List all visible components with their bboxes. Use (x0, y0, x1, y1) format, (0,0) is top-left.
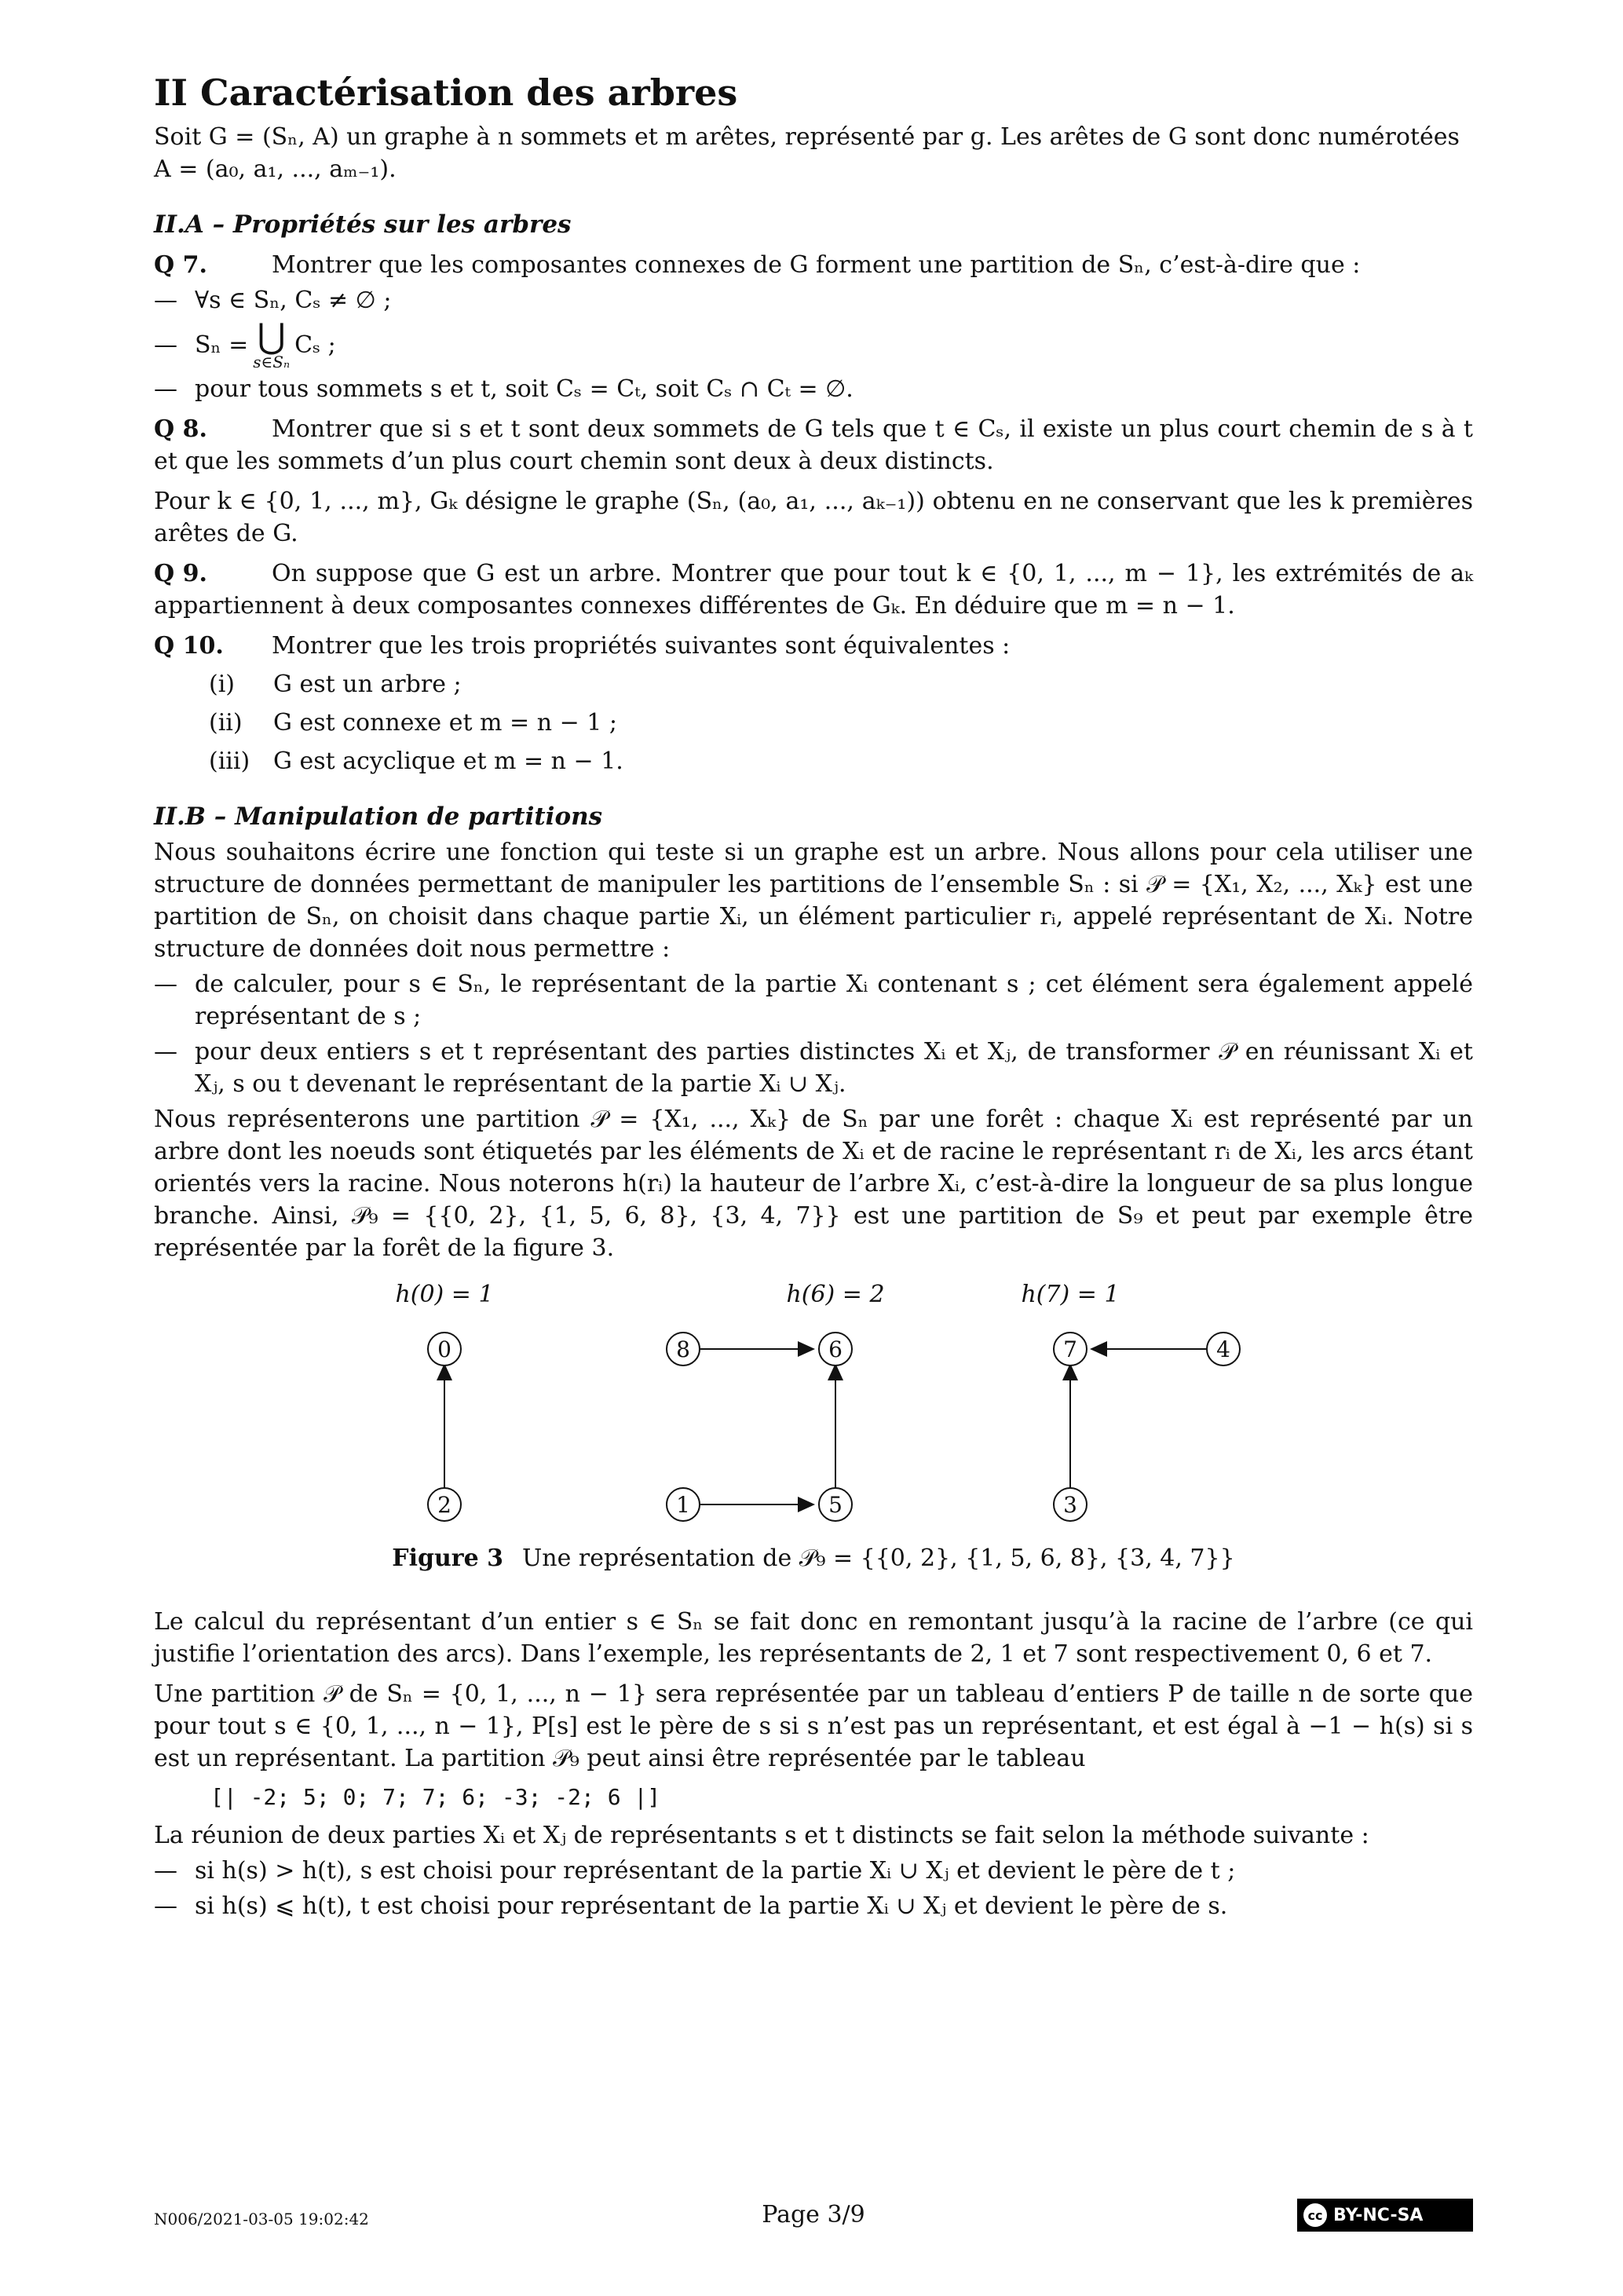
figure-caption (154, 1542, 1473, 1574)
forest-paragraph: Nous représenterons une partition 𝒫 = {X₁, ..., Xₖ} de Sₙ par une forêt : chaque Xᵢ est représenté par un arbre dont les noeuds sont étiquetés par les éléments de Xᵢ et de racine le représentant rᵢ de Xᵢ, les arcs étant orientés vers la racine. Nous noterons h(rᵢ) la hauteur de l’arbre Xᵢ, c’est-à-dire la longueur de sa plus longue branche. Ainsi, 𝒫₉ = {{0, 2}, {1, 5, 6, 8}, {3, 4, 7}} est une partition de S₉ et peut par exemple être représentée par la forêt de la figure 3. (154, 1106, 1473, 1262)
list-item: — si h(s) ⩽ h(t), t est choisi pour représentant de la partie Xᵢ ∪ Xⱼ et devient le père de s. (154, 1892, 1228, 1920)
height-label: h(6) = 2 (786, 1281, 885, 1308)
node-label: 1 (676, 1492, 690, 1518)
subsection-title-b: II.B – Manipulation de partitions (154, 803, 603, 831)
question-label: Q 9. (154, 560, 207, 587)
question-7 (154, 249, 1473, 281)
enum-item: (iii) G est acyclique et m = n − 1. (209, 748, 623, 775)
page-number: Page 3/9 (762, 2201, 865, 2228)
union-symbol: ⋃ s∈Sₙ (253, 316, 291, 371)
question-label: Q 8. (154, 415, 207, 443)
list-item: — de calculer, pour s ∈ Sₙ, le représentant de la partie Xᵢ contenant s ; cet élément sera également appelé représentant de s ; (154, 971, 1473, 1030)
question-text: Montrer que si s et t sont deux sommets de G tels que t ∈ Cₛ, il existe un plus court chemin de s à t et que les sommets d’un plus court chemin sont deux à deux distincts. (154, 415, 1473, 475)
union-paragraph: La réunion de deux parties Xᵢ et Xⱼ de représentants s et t distincts se fait selon la méthode suivante : (154, 1822, 1369, 1849)
license-badge: cc BY-NC-SA (1297, 2199, 1473, 2232)
list-item: — si h(s) > h(t), s est choisi pour représentant de la partie Xᵢ ∪ Xⱼ et devient le père de t ; (154, 1857, 1236, 1885)
node-label: 5 (828, 1492, 843, 1518)
enum-item: (ii) G est connexe et m = n − 1 ; (209, 709, 617, 737)
question-text: On suppose que G est un arbre. Montrer que pour tout k ∈ {0, 1, ..., m − 1}, les extrémités de aₖ appartiennent à deux composantes connexes différentes de Gₖ. En déduire que m = n − 1. (154, 560, 1473, 620)
height-label: h(0) = 1 (395, 1281, 494, 1308)
node-label: 8 (676, 1336, 690, 1362)
caption-text: Une représentation de 𝒫₉ = {{0, 2}, {1, 5, 6, 8}, {3, 4, 7}} (522, 1545, 1235, 1572)
node-label: 0 (437, 1336, 451, 1362)
question-9 (154, 558, 1473, 622)
list-item: — pour tous sommets s et t, soit Cₛ = Cₜ, soit Cₛ ∩ Cₜ = ∅. (154, 375, 854, 403)
partition-intro: Nous souhaitons écrire une fonction qui teste si un graphe est un arbre. Nous allons pour cela utiliser une structure de données permettant de manipuler les partitions de l’ensemble Sₙ : si 𝒫 = {X₁, X₂, ..., Xₖ} est une partition de Sₙ, on choisit dans chaque partie Xᵢ, un élément particulier rᵢ, appelé représentant de Xᵢ. Notre structure de données doit nous permettre : (154, 839, 1473, 963)
node-label: 4 (1216, 1336, 1230, 1362)
forest-diagram (154, 1280, 1473, 1539)
enum-item: (i) G est un arbre ; (209, 671, 462, 698)
code-array: [| -2; 5; 0; 7; 7; 6; -3; -2; 6 |] (210, 1784, 661, 1810)
section-title: II Caractérisation des arbres (154, 71, 738, 114)
question-8 (154, 413, 1473, 477)
question-text: Montrer que les trois propriétés suivantes sont équivalentes : (272, 632, 1011, 660)
list-item: — pour deux entiers s et t représentant des parties distinctes Xᵢ et Xⱼ, de transformer 𝒫 en réunissant Xᵢ et Xⱼ, s ou t devenant le représentant de la partie Xᵢ ∪ Xⱼ. (154, 1038, 1473, 1098)
intro-line-2: A = (a₀, a₁, ..., aₘ₋₁). (154, 155, 397, 183)
array-paragraph: Une partition 𝒫 de Sₙ = {0, 1, ..., n − 1} sera représentée par un tableau d’entiers P de taille n de sorte que pour tout s ∈ {0, 1, ..., n − 1}, P[s] est le père de s si s n’est pas un représentant, et est égal à −1 − h(s) si s est un représentant. La partition 𝒫₉ peut ainsi être représentée par le tableau (154, 1680, 1473, 1772)
node-label: 6 (828, 1336, 843, 1362)
document-id: N006/2021-03-05 19:02:42 (154, 2210, 369, 2228)
question-text: Montrer que les composantes connexes de G forment une partition de Sₙ, c’est-à-dire que : (272, 251, 1361, 279)
list-item: — ∀s ∈ Sₙ, Cₛ ≠ ∅ ; (154, 287, 392, 314)
question-10 (154, 630, 1473, 662)
node-label: 3 (1063, 1492, 1077, 1518)
intro-line-1: Soit G = (Sₙ, A) un graphe à n sommets et m arêtes, représenté par g. Les arêtes de G sont donc numérotées (154, 123, 1460, 151)
subsection-title-a: II.A – Propriétés sur les arbres (154, 210, 572, 239)
question-label: Q 10. (154, 632, 224, 660)
question-label: Q 7. (154, 251, 207, 279)
cc-icon: cc (1303, 2203, 1327, 2227)
caption-label: Figure 3 (392, 1545, 503, 1572)
node-label: 2 (437, 1492, 451, 1518)
content (154, 69, 1473, 1925)
figure-3 (154, 1280, 1473, 1539)
height-label: h(7) = 1 (1021, 1281, 1120, 1308)
gk-definition: Pour k ∈ {0, 1, ..., m}, Gₖ désigne le graphe (Sₙ, (a₀, a₁, ..., aₖ₋₁)) obtenu en ne conservant que les k premières arêtes de G. (154, 488, 1473, 547)
calc-paragraph: Le calcul du représentant d’un entier s ∈ Sₙ se fait donc en remontant jusqu’à la racine de l’arbre (ce qui justifie l’orientation des arcs). Dans l’exemple, les représentants de 2, 1 et 7 sont respectivement 0, 6 et 7. (154, 1608, 1473, 1668)
list-item: — Sₙ = ⋃ s∈Sₙ Cₛ ; (154, 316, 336, 371)
footer (154, 2199, 1473, 2230)
node-label: 7 (1063, 1336, 1077, 1362)
